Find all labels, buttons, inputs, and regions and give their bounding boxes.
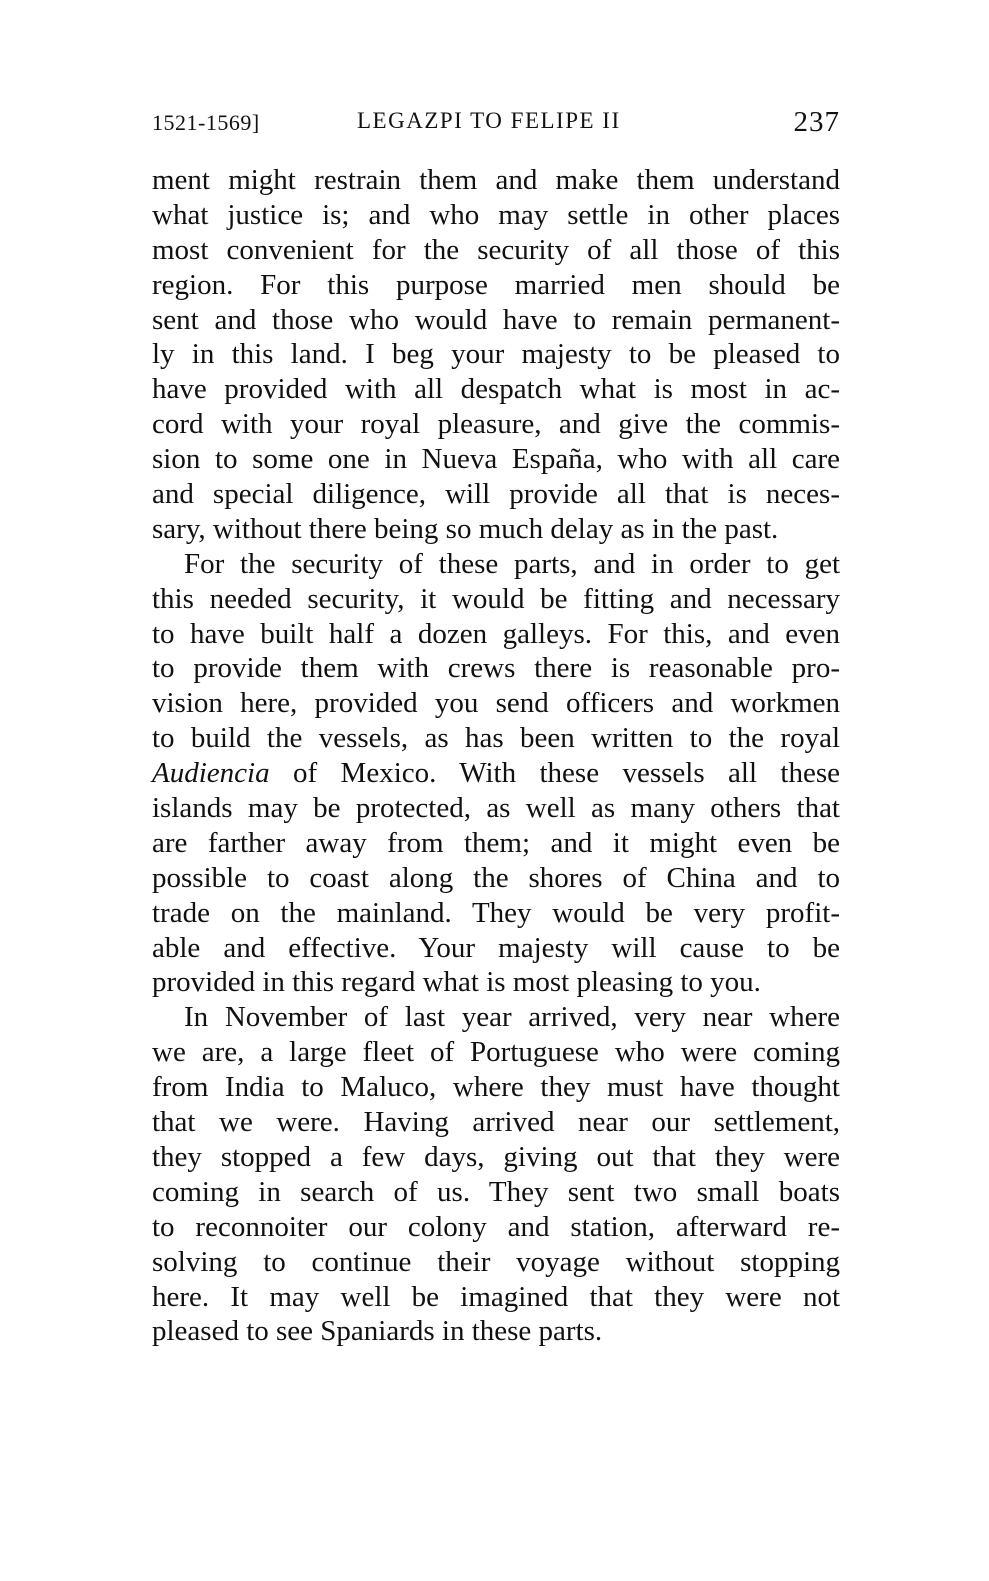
text-line: what justice is; and who may settle in other places xyxy=(152,198,840,231)
text-line: provided in this regard what is most pleasing to you. xyxy=(152,966,761,999)
page-number: 237 xyxy=(793,106,840,138)
text-line: possible to coast along the shores of China and to xyxy=(152,861,840,894)
text-line: sent and those who would have to remain permanent- xyxy=(152,303,840,336)
body-text xyxy=(152,163,840,1349)
text-line: region. For this purpose married men should be xyxy=(152,268,840,301)
text-line: that we were. Having arrived near our settlement, xyxy=(152,1106,840,1139)
text-line: from India to Maluco, where they must have thought xyxy=(152,1071,840,1104)
running-head-title: LEGAZPI TO FELIPE II xyxy=(357,108,621,133)
text-line: this needed security, it would be fitting and necessary xyxy=(152,582,840,615)
text-line: In November of last year arrived, very near where xyxy=(184,1001,840,1034)
running-head-date-range: 1521-1569] xyxy=(152,110,260,135)
text-line: to build the vessels, as has been written to the royal xyxy=(152,722,840,755)
text-line: solving to continue their voyage without stopping xyxy=(152,1245,840,1278)
text-line-with-italic xyxy=(152,756,840,791)
text-line: have provided with all despatch what is most in ac- xyxy=(152,373,840,406)
text-line: most convenient for the security of all those of this xyxy=(152,233,840,266)
italic-term: Audiencia xyxy=(152,757,270,790)
text-line: cord with your royal pleasure, and give the commis- xyxy=(152,408,840,441)
text-line: ly in this land. I beg your majesty to be pleased to xyxy=(152,338,840,371)
text-line: For the security of these parts, and in order to get xyxy=(184,547,840,580)
text-line: to provide them with crews there is reasonable pro- xyxy=(152,652,840,685)
text-line: ment might restrain them and make them understand xyxy=(152,164,840,196)
text-line: able and effective. Your majesty will cause to be xyxy=(152,931,840,964)
text-line: pleased to see Spaniards in these parts. xyxy=(152,1315,603,1348)
text-line: here. It may well be imagined that they were not xyxy=(152,1280,840,1313)
text-line-remainder: of Mexico. With these vessels all these xyxy=(269,757,840,790)
text-line: are farther away from them; and it might even be xyxy=(152,826,840,859)
text-line: coming in search of us. They sent two small boats xyxy=(152,1175,840,1208)
text-line: vision here, provided you send officers and workmen xyxy=(152,687,840,720)
text-line: trade on the mainland. They would be very profit- xyxy=(152,896,840,929)
text-line: we are, a large fleet of Portuguese who were coming xyxy=(152,1036,840,1069)
text-line: sary, without there being so much delay as in the past. xyxy=(152,512,779,545)
running-head xyxy=(152,104,840,144)
text-line: and special diligence, will provide all that is neces- xyxy=(152,478,840,511)
text-line: islands may be protected, as well as many others that xyxy=(152,792,840,825)
text-line: to have built half a dozen galleys. For this, and even xyxy=(152,617,840,650)
text-line: sion to some one in Nueva España, who with all care xyxy=(152,443,840,476)
text-line: to reconnoiter our colony and station, afterward re- xyxy=(152,1210,840,1243)
text-line: they stopped a few days, giving out that they were xyxy=(152,1140,840,1173)
